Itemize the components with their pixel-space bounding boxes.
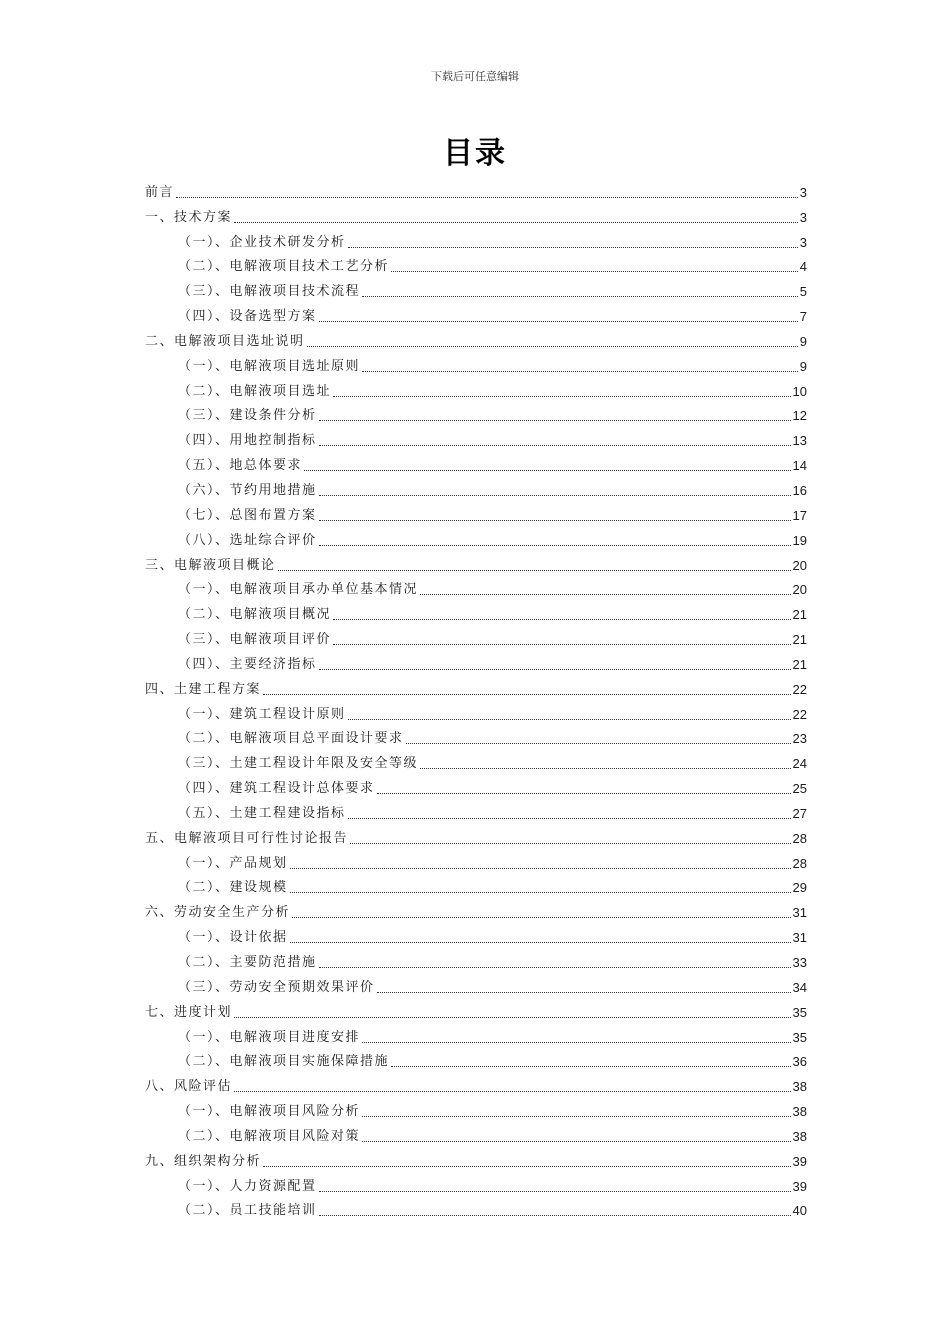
toc-leader-dots [290,892,791,893]
toc-entry[interactable] [145,971,807,996]
toc-leader-dots [304,470,791,471]
toc-entry[interactable] [145,872,807,897]
toc-entry-label: （三）、劳动安全预期效果评价 [178,979,375,995]
toc-entry-page-number: 23 [792,731,807,747]
toc-entry[interactable] [145,797,807,822]
toc-entry-page-number: 22 [792,681,807,697]
toc-leader-dots [319,1191,791,1192]
toc-leader-dots [406,743,791,744]
toc-entry-page-number: 40 [792,1203,807,1219]
toc-leader-dots [319,321,798,322]
toc-entry-page-number: 28 [792,855,807,871]
toc-entry[interactable] [145,996,807,1021]
toc-entry-page-number: 9 [799,333,807,349]
toc-entry-label: （二）、电解液项目总平面设计要求 [178,731,404,747]
toc-entry-label: （七）、总图布置方案 [178,507,317,523]
toc-leader-dots [234,1017,791,1018]
toc-entry-page-number: 4 [799,259,807,275]
toc-leader-dots [319,1215,791,1216]
toc-entry[interactable] [145,698,807,723]
toc-entry[interactable] [145,574,807,599]
toc-entry-label: （一）、企业技术研发分析 [178,234,346,250]
toc-leader-dots [391,271,798,272]
toc-entry-label: （四）、设备选型方案 [178,309,317,325]
toc-leader-dots [362,1042,791,1043]
toc-entry-page-number: 5 [799,284,807,300]
toc-leader-dots [319,520,791,521]
toc-entry-page-number: 3 [799,209,807,225]
toc-leader-dots [290,942,791,943]
toc-entry-page-number: 14 [792,458,807,474]
toc-entry[interactable] [145,549,807,574]
toc-entry-page-number: 12 [792,408,807,424]
toc-leader-dots [348,719,791,720]
toc-entry[interactable] [145,772,807,797]
toc-entry[interactable] [145,400,807,425]
toc-leader-dots [234,1091,791,1092]
toc-entry-page-number: 21 [792,656,807,672]
toc-entry-label: 五、电解液项目可行性讨论报告 [145,830,349,846]
toc-entry[interactable] [145,1195,807,1220]
toc-leader-dots [176,197,798,198]
toc-leader-dots [263,1166,791,1167]
toc-entry[interactable] [145,847,807,872]
toc-entry-label: 九、组织架构分析 [145,1153,262,1169]
toc-entry-label: （二）、电解液项目风险对策 [178,1128,361,1144]
toc-leader-dots [234,222,798,223]
toc-entry[interactable] [145,598,807,623]
toc-entry-page-number: 31 [792,930,807,946]
toc-entry-label: （二）、员工技能培训 [178,1203,317,1219]
toc-entry-page-number: 21 [792,607,807,623]
toc-leader-dots [319,420,791,421]
toc-entry-page-number: 21 [792,632,807,648]
toc-entry-page-number: 13 [792,433,807,449]
toc-entry[interactable] [145,822,807,847]
toc-entry[interactable] [145,1095,807,1120]
toc-entry[interactable] [145,921,807,946]
toc-entry[interactable] [145,747,807,772]
toc-leader-dots [350,843,791,844]
toc-entry-label: 三、电解液项目概论 [145,557,276,573]
toc-entry-label: （二）、电解液项目选址 [178,383,332,399]
page-title: 目录 [443,136,507,171]
toc-entry-page-number: 27 [792,805,807,821]
toc-leader-dots [362,1141,791,1142]
toc-entry[interactable] [145,375,807,400]
toc-entry-page-number: 16 [792,482,807,498]
toc-leader-dots [290,868,791,869]
toc-entry-page-number: 9 [799,358,807,374]
toc-entry[interactable] [145,350,807,375]
toc-entry[interactable] [145,251,807,276]
toc-leader-dots [319,545,791,546]
toc-entry-page-number: 33 [792,955,807,970]
toc-leader-dots [278,570,791,571]
toc-entry-label: 六、劳动安全生产分析 [145,905,291,921]
toc-entry[interactable] [145,524,807,549]
toc-entry[interactable] [145,946,807,971]
toc-entry[interactable] [145,499,807,524]
toc-entry-page-number: 28 [792,830,807,846]
toc-entry[interactable] [145,201,807,226]
toc-entry-page-number: 20 [792,557,807,573]
toc-entry[interactable] [145,1046,807,1071]
toc-entry-label: （二）、电解液项目实施保障措施 [178,1054,390,1070]
toc-entry-label: （四）、用地控制指标 [178,433,317,449]
toc-entry[interactable] [145,1170,807,1195]
toc-entry-page-number: 19 [792,532,807,548]
toc-entry[interactable] [145,325,807,350]
toc-entry-page-number: 35 [792,1004,807,1020]
toc-entry-label: （五）、地总体要求 [178,458,303,474]
toc-entry-label: 七、进度计划 [145,1004,233,1020]
table-of-contents [145,176,807,1219]
toc-entry[interactable] [145,226,807,251]
toc-entry-page-number: 17 [792,507,807,523]
toc-entry[interactable] [145,300,807,325]
toc-entry-page-number: 35 [792,1029,807,1045]
toc-leader-dots [420,594,791,595]
toc-entry-label: 四、土建工程方案 [145,681,262,697]
toc-leader-dots [319,445,791,446]
page-header: 下载后可任意编辑 [431,70,519,83]
toc-leader-dots [377,793,791,794]
toc-entry-label: （一）、电解液项目风险分析 [178,1104,361,1120]
toc-entry-page-number: 38 [792,1128,807,1144]
toc-entry-label: （一）、设计依据 [178,930,288,946]
toc-entry[interactable] [145,449,807,474]
toc-entry[interactable] [145,176,807,201]
toc-entry-label: （二）、主要防范措施 [178,955,317,970]
toc-entry-page-number: 39 [792,1153,807,1169]
toc-leader-dots [362,371,798,372]
toc-entry-page-number: 34 [792,979,807,995]
toc-entry[interactable] [145,1021,807,1046]
toc-leader-dots [377,992,791,993]
toc-leader-dots [319,669,791,670]
toc-leader-dots [333,619,791,620]
toc-entry-label: （八）、选址综合评价 [178,532,317,548]
toc-entry-label: （四）、主要经济指标 [178,656,317,672]
toc-leader-dots [348,818,791,819]
toc-entry[interactable] [145,623,807,648]
toc-entry[interactable] [145,424,807,449]
toc-entry-label: （一）、电解液项目进度安排 [178,1029,361,1045]
toc-leader-dots [292,917,791,918]
toc-leader-dots [263,694,791,695]
toc-entry-label: （三）、建设条件分析 [178,408,317,424]
toc-entry-label: （一）、电解液项目承办单位基本情况 [178,582,419,598]
toc-leader-dots [319,495,791,496]
toc-entry[interactable] [145,648,807,673]
toc-entry[interactable] [145,1070,807,1095]
toc-entry[interactable] [145,896,807,921]
toc-entry-label: （二）、建设规模 [178,880,288,896]
toc-entry-label: 一、技术方案 [145,209,233,225]
toc-entry[interactable] [145,474,807,499]
toc-entry-page-number: 39 [792,1178,807,1194]
toc-entry-page-number: 22 [792,706,807,722]
toc-entry-label: 二、电解液项目选址说明 [145,333,305,349]
toc-entry-page-number: 20 [792,582,807,598]
toc-leader-dots [333,644,791,645]
toc-entry-page-number: 3 [799,184,807,200]
toc-entry-page-number: 3 [799,234,807,250]
toc-leader-dots [333,396,791,397]
toc-entry-label: （三）、电解液项目技术流程 [178,284,361,300]
toc-entry-page-number: 29 [792,880,807,896]
toc-entry-page-number: 7 [799,309,807,325]
toc-leader-dots [307,346,798,347]
toc-entry-label: （二）、电解液项目技术工艺分析 [178,259,390,275]
toc-entry-label: （一）、电解液项目选址原则 [178,358,361,374]
toc-entry-label: 前言 [145,184,175,200]
toc-leader-dots [420,768,791,769]
toc-entry-page-number: 31 [792,905,807,921]
toc-entry-label: （一）、产品规划 [178,855,288,871]
toc-entry-label: （六）、节约用地措施 [178,482,317,498]
toc-entry-label: （一）、人力资源配置 [178,1178,317,1194]
toc-leader-dots [348,247,798,248]
toc-entry-page-number: 38 [792,1104,807,1120]
toc-entry-label: （五）、土建工程建设指标 [178,805,346,821]
toc-entry-page-number: 38 [792,1079,807,1095]
toc-entry-label: （二）、电解液项目概况 [178,607,332,623]
toc-entry[interactable] [145,275,807,300]
toc-entry-label: （一）、建筑工程设计原则 [178,706,346,722]
toc-entry-page-number: 25 [792,781,807,797]
toc-entry-page-number: 24 [792,756,807,772]
toc-entry-label: （三）、电解液项目评价 [178,632,332,648]
toc-leader-dots [362,1116,791,1117]
toc-entry[interactable] [145,1145,807,1170]
toc-entry[interactable] [145,673,807,698]
toc-entry-page-number: 36 [792,1054,807,1070]
toc-entry-label: （四）、建筑工程设计总体要求 [178,781,375,797]
toc-entry[interactable] [145,1120,807,1145]
toc-leader-dots [319,967,791,968]
toc-leader-dots [391,1066,791,1067]
toc-entry-label: 八、风险评估 [145,1079,233,1095]
toc-entry[interactable] [145,723,807,748]
toc-leader-dots [362,296,798,297]
toc-entry-label: （三）、土建工程设计年限及安全等级 [178,756,419,772]
toc-entry-page-number: 10 [792,383,807,399]
